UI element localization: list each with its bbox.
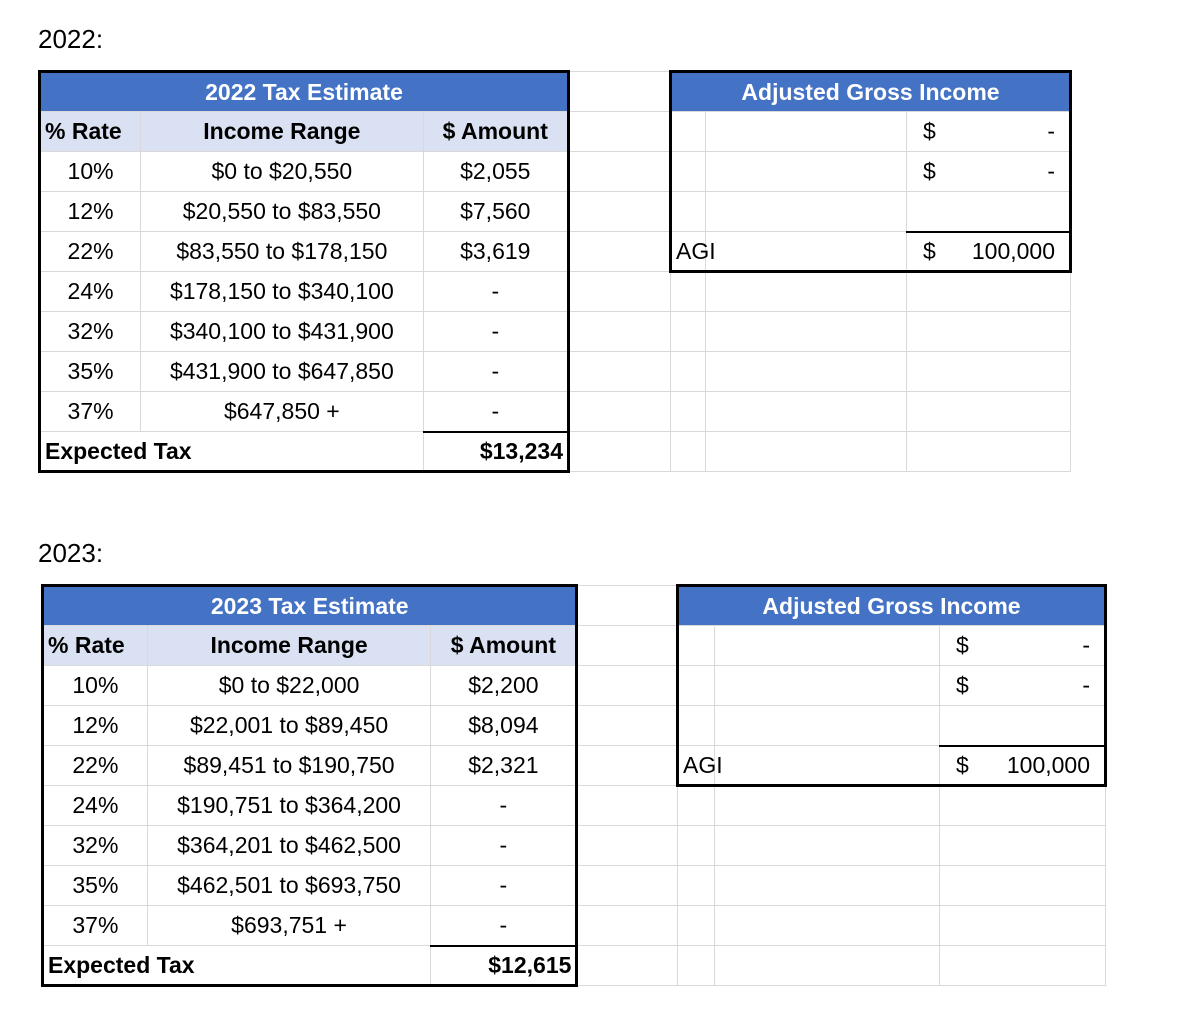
currency-symbol: $ [956,751,969,778]
col-range-header: Income Range [147,626,431,666]
rate-cell: 35% [40,352,141,392]
year-label-2023: 2023: [38,538,104,568]
range-cell: $364,201 to $462,500 [147,826,431,866]
amount-cell: $3,619 [423,232,568,272]
rate-cell: 10% [43,666,148,706]
amount-cell: $2,055 [423,152,568,192]
year-label-2022: 2022: [38,24,104,54]
currency-symbol: $ [956,672,969,698]
agi-line-value: - [1047,118,1056,144]
range-cell: $0 to $22,000 [147,666,431,706]
col-rate-header: % Rate [43,626,148,666]
rate-cell: 37% [43,906,148,946]
table-row [40,392,706,432]
amount-cell: $7,560 [423,192,568,232]
rate-cell: 12% [40,192,141,232]
range-cell: $190,751 to $364,200 [147,786,431,826]
range-cell: $89,451 to $190,750 [147,746,431,786]
amount-cell: - [423,392,568,432]
amount-cell: $8,094 [431,706,577,746]
amount-cell: $2,321 [431,746,577,786]
table-row [43,906,715,946]
table-row [43,706,715,746]
table-row [40,272,706,312]
table-row [40,352,706,392]
tax-estimate-title: 2022 Tax Estimate [40,72,569,112]
expected-tax-value: $13,234 [423,432,568,472]
expected-tax-label: Expected Tax [43,946,431,986]
amount-cell: - [423,352,568,392]
agi-label: AGI [678,746,940,786]
col-amount-header: $ Amount [431,626,577,666]
agi-table-2023 [676,584,1107,986]
table-row [40,312,706,352]
col-amount-header: $ Amount [423,112,568,152]
currency-symbol: $ [923,158,936,184]
agi-line-value: - [1047,158,1056,184]
table-row [43,866,715,906]
rate-cell: 10% [40,152,141,192]
expected-tax-label: Expected Tax [40,432,424,472]
currency-symbol: $ [923,237,936,264]
rate-cell: 24% [40,272,141,312]
agi-total-value: 100,000 [971,237,1056,264]
table-row [43,746,715,786]
amount-cell: - [423,312,568,352]
range-cell: $693,751 + [147,906,431,946]
amount-cell: - [431,826,577,866]
col-range-header: Income Range [141,112,423,152]
rate-cell: 22% [43,746,148,786]
range-cell: $647,850 + [141,392,423,432]
rate-cell: 35% [43,866,148,906]
agi-title: Adjusted Gross Income [678,586,1106,626]
range-cell: $431,900 to $647,850 [141,352,423,392]
currency-symbol: $ [923,118,936,144]
agi-table-2022 [669,70,1072,472]
amount-cell: - [431,866,577,906]
rate-cell: 24% [43,786,148,826]
amount-cell: - [431,906,577,946]
range-cell: $20,550 to $83,550 [141,192,423,232]
rate-cell: 37% [40,392,141,432]
rate-cell: 22% [40,232,141,272]
range-cell: $178,150 to $340,100 [141,272,423,312]
range-cell: $0 to $20,550 [141,152,423,192]
amount-cell: $2,200 [431,666,577,706]
rate-cell: 32% [43,826,148,866]
tax-estimate-table-2023 [41,584,715,987]
currency-symbol: $ [956,632,969,658]
table-row [40,152,706,192]
agi-title: Adjusted Gross Income [671,72,1071,112]
table-row [43,826,715,866]
table-row [40,192,706,232]
col-rate-header: % Rate [40,112,141,152]
rate-cell: 32% [40,312,141,352]
range-cell: $22,001 to $89,450 [147,706,431,746]
table-row [40,232,706,272]
range-cell: $462,501 to $693,750 [147,866,431,906]
tax-estimate-title: 2023 Tax Estimate [43,586,577,626]
table-row [43,786,715,826]
expected-tax-value: $12,615 [431,946,577,986]
agi-label: AGI [671,232,907,272]
agi-total-value: 100,000 [1006,751,1091,778]
agi-line-value: - [1082,672,1091,698]
amount-cell: - [431,786,577,826]
range-cell: $340,100 to $431,900 [141,312,423,352]
table-row [43,666,715,706]
agi-line-value: - [1082,632,1091,658]
amount-cell: - [423,272,568,312]
tax-estimate-table-2022 [38,70,706,473]
range-cell: $83,550 to $178,150 [141,232,423,272]
rate-cell: 12% [43,706,148,746]
